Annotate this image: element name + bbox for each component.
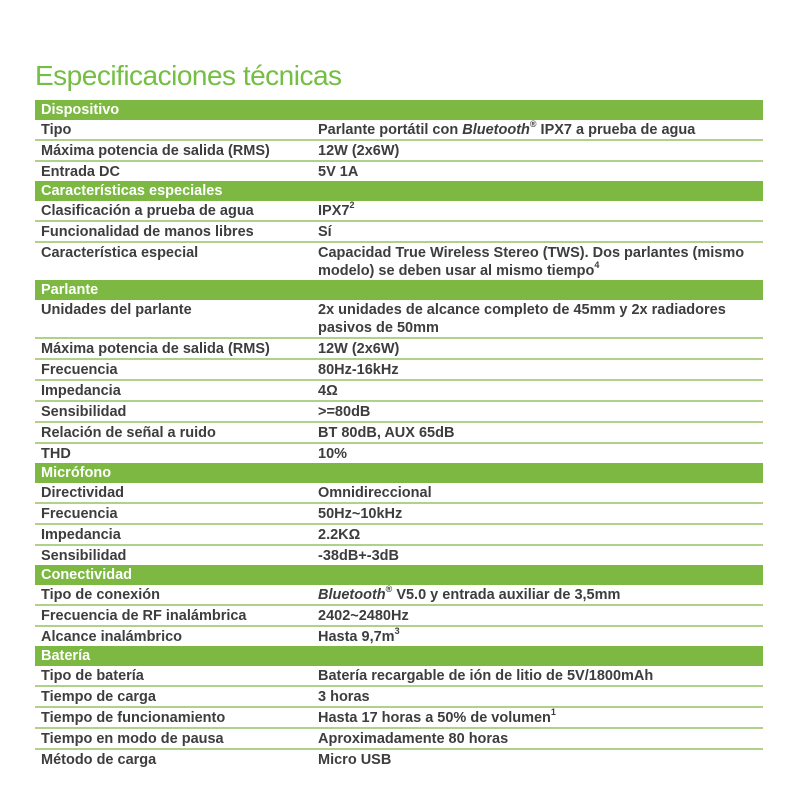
spec-value bbox=[318, 709, 763, 727]
value-text: 4Ω bbox=[318, 383, 338, 399]
spec-label: Funcionalidad de manos libres bbox=[41, 224, 254, 240]
section-header-microfono: Micrófono bbox=[35, 463, 763, 483]
value-text: 2x unidades de alcance completo de 45mm y 2x radiadores pasivos de 50mm bbox=[318, 302, 726, 336]
value-text: Parlante portátil con bbox=[318, 122, 463, 138]
value-text: 50Hz~10kHz bbox=[318, 506, 403, 522]
spec-value bbox=[318, 751, 763, 769]
spec-row-tipo-de-bateria bbox=[35, 666, 763, 687]
spec-label: Impedancia bbox=[41, 383, 121, 399]
spec-value bbox=[318, 301, 763, 337]
page-title: Especificaciones técnicas bbox=[35, 60, 342, 91]
spec-value bbox=[318, 163, 763, 181]
spec-row-tiempo-en-modo-de-pausa bbox=[35, 729, 763, 750]
spec-label: Sensibilidad bbox=[41, 404, 127, 420]
spec-label: Impedancia bbox=[41, 527, 121, 543]
spec-row-maxima-potencia-de-salida-rms bbox=[35, 339, 763, 360]
spec-label: Clasificación a prueba de agua bbox=[41, 203, 254, 219]
spec-value bbox=[318, 142, 763, 160]
spec-value bbox=[318, 382, 763, 400]
value-text: 12W (2x6W) bbox=[318, 341, 400, 357]
spec-label: Directividad bbox=[41, 485, 124, 501]
spec-row-relacion-de-senal-a-ruido bbox=[35, 423, 763, 444]
value-text: 12W (2x6W) bbox=[318, 143, 400, 159]
value-text: BT 80dB, AUX 65dB bbox=[318, 425, 455, 441]
spec-value bbox=[318, 667, 763, 685]
value-text: IPX7 a prueba de agua bbox=[536, 122, 696, 138]
superscript-note: 3 bbox=[394, 626, 400, 637]
spec-row-tipo-de-conexion bbox=[35, 585, 763, 606]
value-text: 5V 1A bbox=[318, 164, 359, 180]
spec-label: Entrada DC bbox=[41, 164, 120, 180]
spec-row-frecuencia bbox=[35, 360, 763, 381]
spec-value bbox=[318, 403, 763, 421]
section-header-conectividad: Conectividad bbox=[35, 565, 763, 585]
value-text: Bluetooth bbox=[318, 587, 386, 603]
value-text: 10% bbox=[318, 446, 348, 462]
spec-label: Tipo de batería bbox=[41, 668, 144, 684]
value-text: 80Hz-16kHz bbox=[318, 362, 399, 378]
value-text: Sí bbox=[318, 224, 332, 240]
spec-label: Tipo bbox=[41, 122, 72, 138]
value-text: Bluetooth bbox=[462, 122, 530, 138]
spec-value bbox=[318, 586, 763, 604]
spec-label: THD bbox=[41, 446, 71, 462]
value-text: -38dB+-3dB bbox=[318, 548, 399, 564]
spec-value bbox=[318, 202, 763, 220]
spec-label: Tipo de conexión bbox=[41, 587, 160, 603]
value-text: 3 horas bbox=[318, 689, 370, 705]
spec-row-directividad bbox=[35, 483, 763, 504]
spec-label: Tiempo de funcionamiento bbox=[41, 710, 226, 726]
spec-row-funcionalidad-de-manos-libres bbox=[35, 222, 763, 243]
value-text: >=80dB bbox=[318, 404, 371, 420]
spec-label: Frecuencia bbox=[41, 362, 118, 378]
spec-value bbox=[318, 445, 763, 463]
spec-label: Unidades del parlante bbox=[41, 302, 192, 318]
spec-row-alcance-inalambrico bbox=[35, 627, 763, 646]
superscript-note: 4 bbox=[594, 260, 600, 271]
spec-label: Tiempo de carga bbox=[41, 689, 156, 705]
spec-value bbox=[318, 730, 763, 748]
spec-value bbox=[318, 244, 763, 280]
spec-label: Alcance inalámbrico bbox=[41, 629, 183, 645]
value-text: Omnidireccional bbox=[318, 485, 432, 501]
spec-row-entrada-dc bbox=[35, 162, 763, 181]
spec-value bbox=[318, 223, 763, 241]
spec-value bbox=[318, 526, 763, 544]
spec-label: Método de carga bbox=[41, 752, 157, 768]
value-text: 2.2KΩ bbox=[318, 527, 361, 543]
value-text: Aproximadamente 80 horas bbox=[318, 731, 509, 747]
spec-row-impedancia bbox=[35, 525, 763, 546]
value-text: 2402~2480Hz bbox=[318, 608, 409, 624]
superscript-note: ® bbox=[385, 584, 393, 595]
spec-row-sensibilidad bbox=[35, 402, 763, 423]
superscript-note: 2 bbox=[349, 200, 355, 211]
spec-row-sensibilidad bbox=[35, 546, 763, 565]
section-header-parlante: Parlante bbox=[35, 280, 763, 300]
spec-row-impedancia bbox=[35, 381, 763, 402]
value-text: V5.0 y entrada auxiliar de 3,5mm bbox=[392, 587, 621, 603]
spec-row-clasificacion-a-prueba-de-agua bbox=[35, 201, 763, 222]
spec-row-frecuencia bbox=[35, 504, 763, 525]
spec-value bbox=[318, 484, 763, 502]
spec-row-tiempo-de-carga bbox=[35, 687, 763, 708]
spec-value bbox=[318, 547, 763, 565]
spec-label: Característica especial bbox=[41, 245, 199, 261]
spec-label: Frecuencia bbox=[41, 506, 118, 522]
spec-label: Sensibilidad bbox=[41, 548, 127, 564]
spec-value bbox=[318, 688, 763, 706]
spec-row-tiempo-de-funcionamiento bbox=[35, 708, 763, 729]
spec-label: Máxima potencia de salida (RMS) bbox=[41, 341, 270, 357]
spec-value bbox=[318, 505, 763, 523]
spec-value bbox=[318, 361, 763, 379]
section-header-dispositivo: Dispositivo bbox=[35, 100, 763, 120]
spec-label: Relación de señal a ruido bbox=[41, 425, 216, 441]
spec-label: Frecuencia de RF inalámbrica bbox=[41, 608, 247, 624]
spec-row-frecuencia-de-rf-inalambrica bbox=[35, 606, 763, 627]
section-header-caracteristicas-especiales: Características especiales bbox=[35, 181, 763, 201]
value-text: Capacidad True Wireless Stereo (TWS). Dos parlantes (mismo modelo) se deben usar al mismo tiempo bbox=[318, 245, 745, 279]
spec-label: Tiempo en modo de pausa bbox=[41, 731, 224, 747]
spec-value bbox=[318, 628, 763, 646]
value-text: IPX7 bbox=[318, 203, 350, 219]
value-text: Batería recargable de ión de litio de 5V/1800mAh bbox=[318, 668, 654, 684]
spec-value bbox=[318, 340, 763, 358]
spec-row-unidades-del-parlante bbox=[35, 300, 763, 339]
spec-table bbox=[35, 100, 763, 769]
spec-row-thd bbox=[35, 444, 763, 463]
spec-row-tipo bbox=[35, 120, 763, 141]
spec-label: Máxima potencia de salida (RMS) bbox=[41, 143, 270, 159]
spec-sheet-content bbox=[35, 60, 763, 769]
spec-row-caracteristica-especial bbox=[35, 243, 763, 280]
spec-row-metodo-de-carga bbox=[35, 750, 763, 769]
value-text: Hasta 9,7m bbox=[318, 629, 395, 645]
spec-value bbox=[318, 607, 763, 625]
value-text: Micro USB bbox=[318, 752, 392, 768]
value-text: Hasta 17 horas a 50% de volumen bbox=[318, 710, 551, 726]
superscript-note: ® bbox=[529, 119, 537, 130]
spec-value bbox=[318, 424, 763, 442]
spec-row-maxima-potencia-de-salida-rms bbox=[35, 141, 763, 162]
superscript-note: 1 bbox=[550, 707, 556, 718]
section-header-bateria: Batería bbox=[35, 646, 763, 666]
spec-value bbox=[318, 121, 763, 139]
